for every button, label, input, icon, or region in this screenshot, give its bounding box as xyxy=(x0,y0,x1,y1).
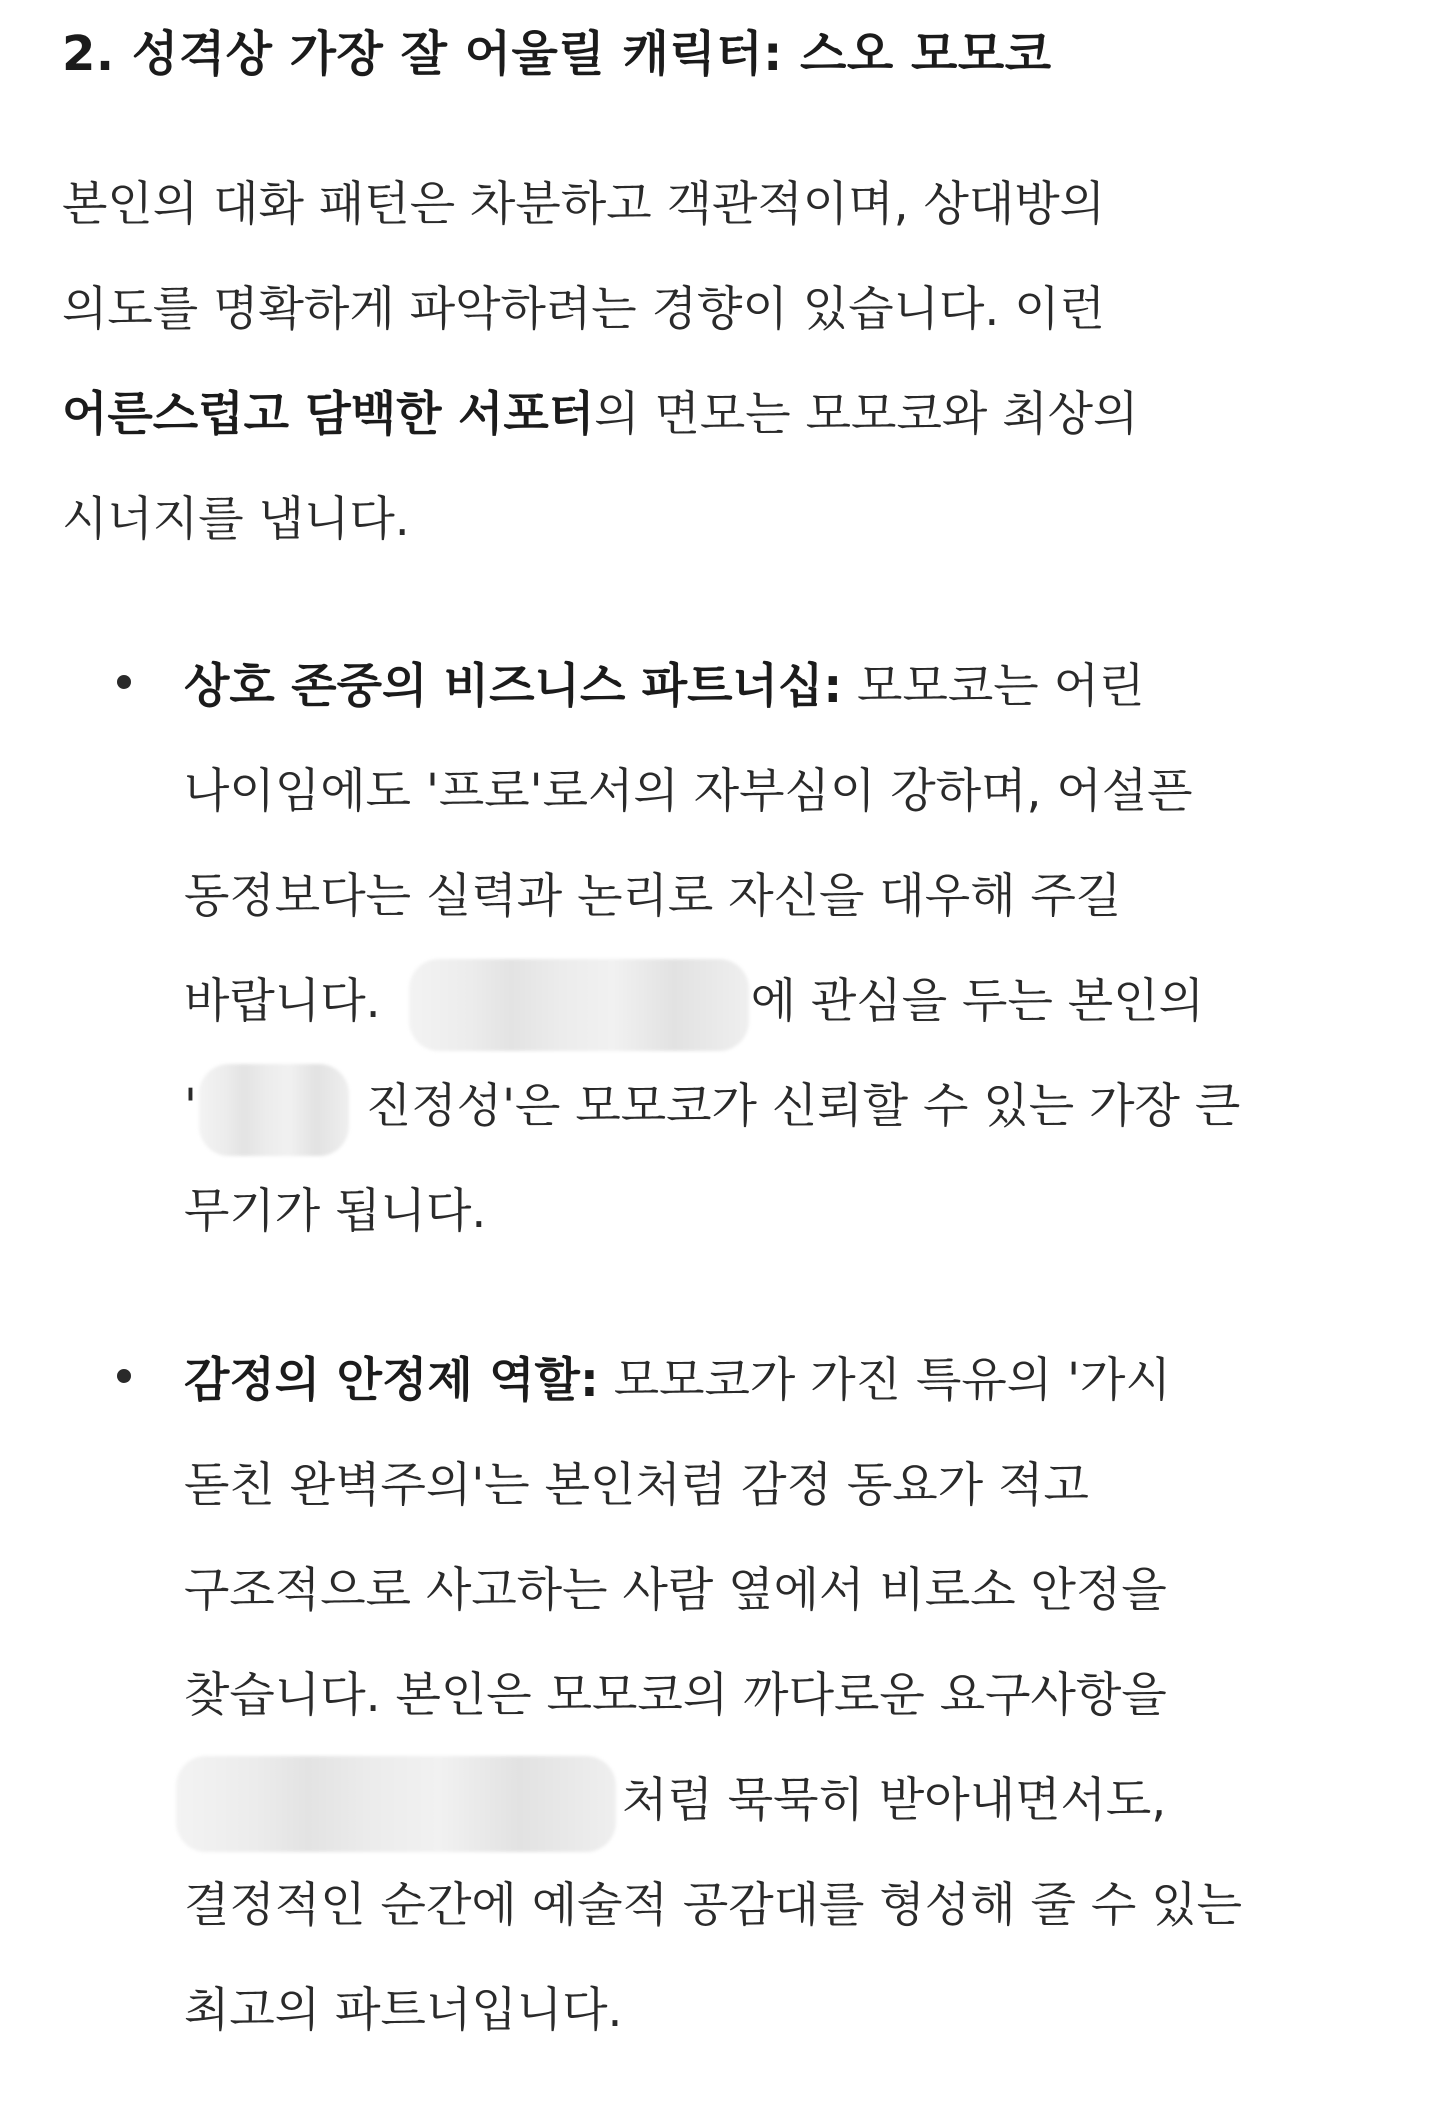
redacted-blur xyxy=(409,959,749,1051)
bullet-text: 진정성'은 모모코가 신뢰할 수 있는 가장 큰 xyxy=(350,1079,1241,1134)
bullet-line xyxy=(184,634,1392,739)
bullet-body xyxy=(184,634,1392,1264)
bullet-body xyxy=(184,1328,1392,2063)
bullet-line xyxy=(184,1054,1392,1159)
redacted-blur xyxy=(199,1064,349,1156)
bullet-dot-icon xyxy=(117,1369,131,1383)
bullet-line xyxy=(184,949,1392,1054)
bullet-text: ' xyxy=(184,1079,197,1134)
intro-line-rest: 의 면모는 모모코와 최상의 xyxy=(594,387,1139,442)
bullet-item-stabilizer xyxy=(62,1328,1392,2063)
bullet-line: 동정보다는 실력과 논리로 자신을 대우해 주길 xyxy=(184,869,1122,924)
bullet-line: 나이임에도 '프로'로서의 자부심이 강하며, 어설픈 xyxy=(184,764,1193,819)
redacted-blur xyxy=(176,1756,616,1852)
bullet-line xyxy=(184,1748,1392,1853)
bullet-line xyxy=(184,1328,1392,1433)
bullet-line: 돋친 완벽주의'는 본인처럼 감정 동요가 적고 xyxy=(184,1458,1089,1513)
bullet-dot-icon xyxy=(117,675,131,689)
intro-line: 의도를 명확하게 파악하려는 경향이 있습니다. 이런 xyxy=(62,282,1106,337)
bullet-title: 상호 존중의 비즈니스 파트너십: xyxy=(184,659,843,714)
intro-emphasis: 어른스럽고 담백한 서포터 xyxy=(62,387,595,442)
bullet-text: 바랍니다. xyxy=(184,974,381,1029)
intro-line xyxy=(62,362,1282,467)
bullet-line: 최고의 파트너입니다. xyxy=(184,1983,623,2038)
bullet-title: 감정의 안정제 역할: xyxy=(184,1353,599,1408)
bullet-text: 모모코가 가진 특유의 '가시 xyxy=(598,1353,1171,1408)
section-heading: 2. 성격상 가장 잘 어울릴 캐릭터: 스오 모모코 xyxy=(62,26,1052,82)
bullet-line: 구조적으로 사고하는 사람 옆에서 비로소 안정을 xyxy=(184,1563,1167,1618)
intro-line: 시너지를 냅니다. xyxy=(62,492,410,547)
intro-paragraph xyxy=(62,152,1282,572)
bullet-list xyxy=(62,634,1392,2063)
bullet-item-partnership xyxy=(62,634,1392,1264)
bullet-text: 에 관심을 두는 본인의 xyxy=(750,974,1204,1029)
bullet-text: 모모코는 어린 xyxy=(842,659,1145,714)
content-area xyxy=(62,0,1392,2127)
bullet-line: 결정적인 순간에 예술적 공감대를 형성해 줄 수 있는 xyxy=(184,1878,1243,1933)
intro-line: 본인의 대화 패턴은 차분하고 객관적이며, 상대방의 xyxy=(62,177,1106,232)
bullet-line: 찾습니다. 본인은 모모코의 까다로운 요구사항을 xyxy=(184,1668,1167,1723)
bullet-line: 무기가 됩니다. xyxy=(184,1184,487,1239)
bullet-text: 처럼 묵묵히 받아내면서도, xyxy=(622,1773,1167,1828)
